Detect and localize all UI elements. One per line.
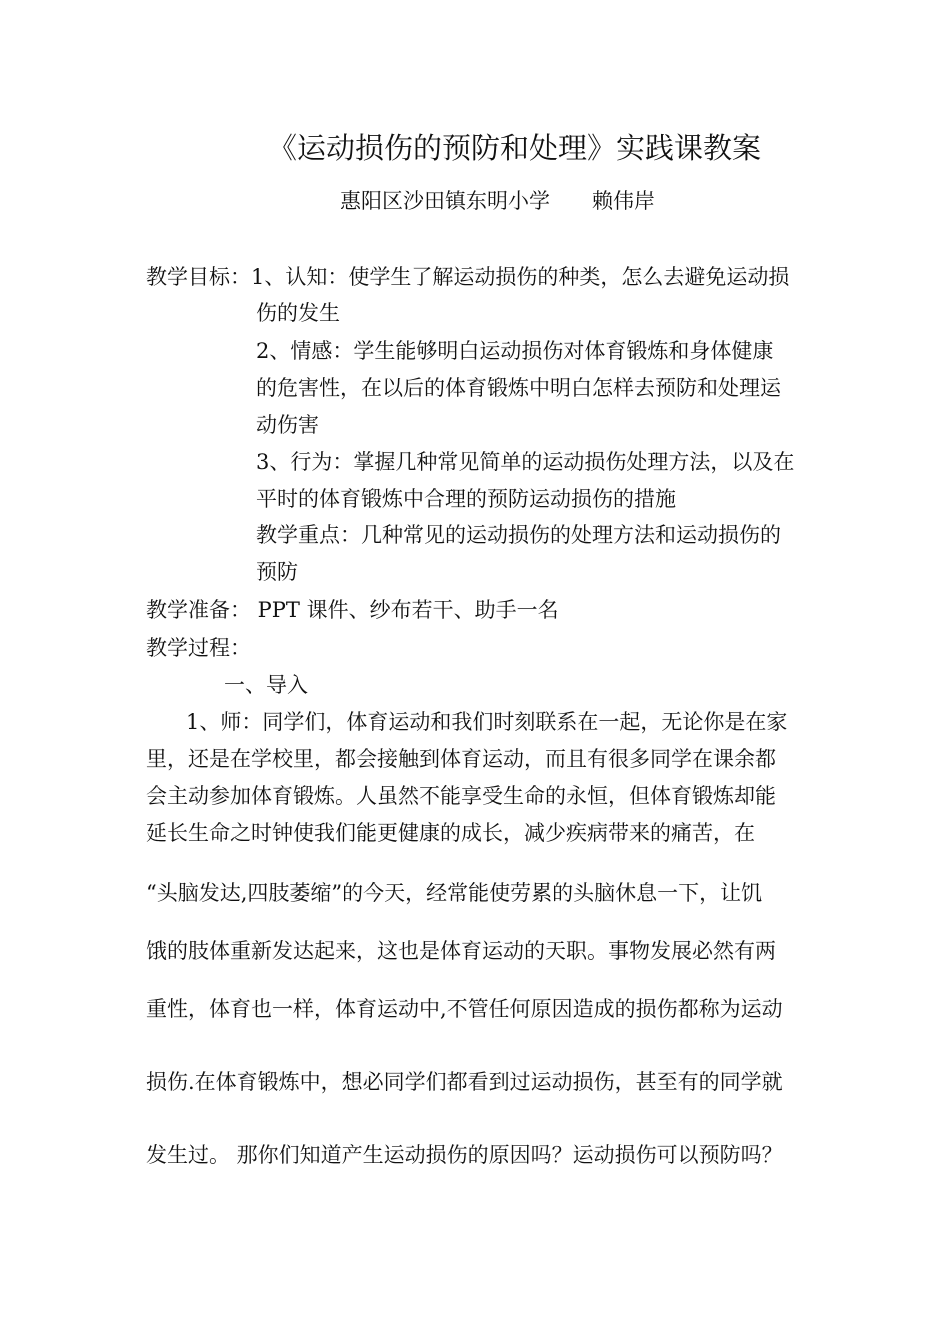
section-heading: 一、导入 <box>224 673 308 697</box>
paragraph-line: 重性，体育也一样，体育运动中,不管任何原因造成的损伤都称为运动 <box>146 997 783 1021</box>
goal-line: 动伤害 <box>256 413 319 437</box>
goal-line: 1、认知：使学生了解运动损伤的种类，怎么去避免运动损 <box>251 265 790 289</box>
goal-line: 预防 <box>256 560 298 584</box>
goals-label: 教学目标： <box>146 265 251 289</box>
goal-line: 平时的体育锻炼中合理的预防运动损伤的措施 <box>256 487 676 511</box>
preparation-line: 教学准备： PPT 课件、纱布若干、助手一名 <box>146 598 559 622</box>
process-label: 教学过程： <box>146 636 251 660</box>
paragraph-line: 里，还是在学校里，都会接触到体育运动，而且有很多同学在课余都 <box>146 747 776 771</box>
goal-line: 2、情感：学生能够明白运动损伤对体育锻炼和身体健康 <box>256 339 774 363</box>
paragraph-line: 1、师：同学们，体育运动和我们时刻联系在一起，无论你是在家 <box>186 710 788 734</box>
goal-line: 的危害性，在以后的体育锻炼中明白怎样去预防和处理运 <box>256 376 781 400</box>
goal-line: 教学重点：几种常见的运动损伤的处理方法和运动损伤的 <box>256 523 781 547</box>
paragraph-line: 延长生命之时钟使我们能更健康的成长，减少疾病带来的痛苦，在 <box>146 821 755 845</box>
goal-line: 伤的发生 <box>256 301 340 325</box>
goal-line: 3、行为：掌握几种常见简单的运动损伤处理方法，以及在 <box>256 450 795 474</box>
paragraph-line: 饿的肢体重新发达起来，这也是体育运动的天职。事物发展必然有两 <box>146 939 776 963</box>
paragraph-line: “头脑发达,四肢萎缩”的今天，经常能使劳累的头脑休息一下，让饥 <box>146 881 763 905</box>
paragraph-line: 会主动参加体育锻炼。人虽然不能享受生命的永恒，但体育锻炼却能 <box>146 784 776 808</box>
paragraph-line: 损伤.在体育锻炼中，想必同学们都看到过运动损伤，甚至有的同学就 <box>146 1070 783 1094</box>
paragraph-line: 发生过。 那你们知道产生运动损伤的原因吗？运动损伤可以预防吗？ <box>146 1143 783 1167</box>
document-title: 《运动损伤的预防和处理》实践课教案 <box>268 131 762 165</box>
document-author: 惠阳区沙田镇东明小学 赖伟岸 <box>340 189 655 213</box>
